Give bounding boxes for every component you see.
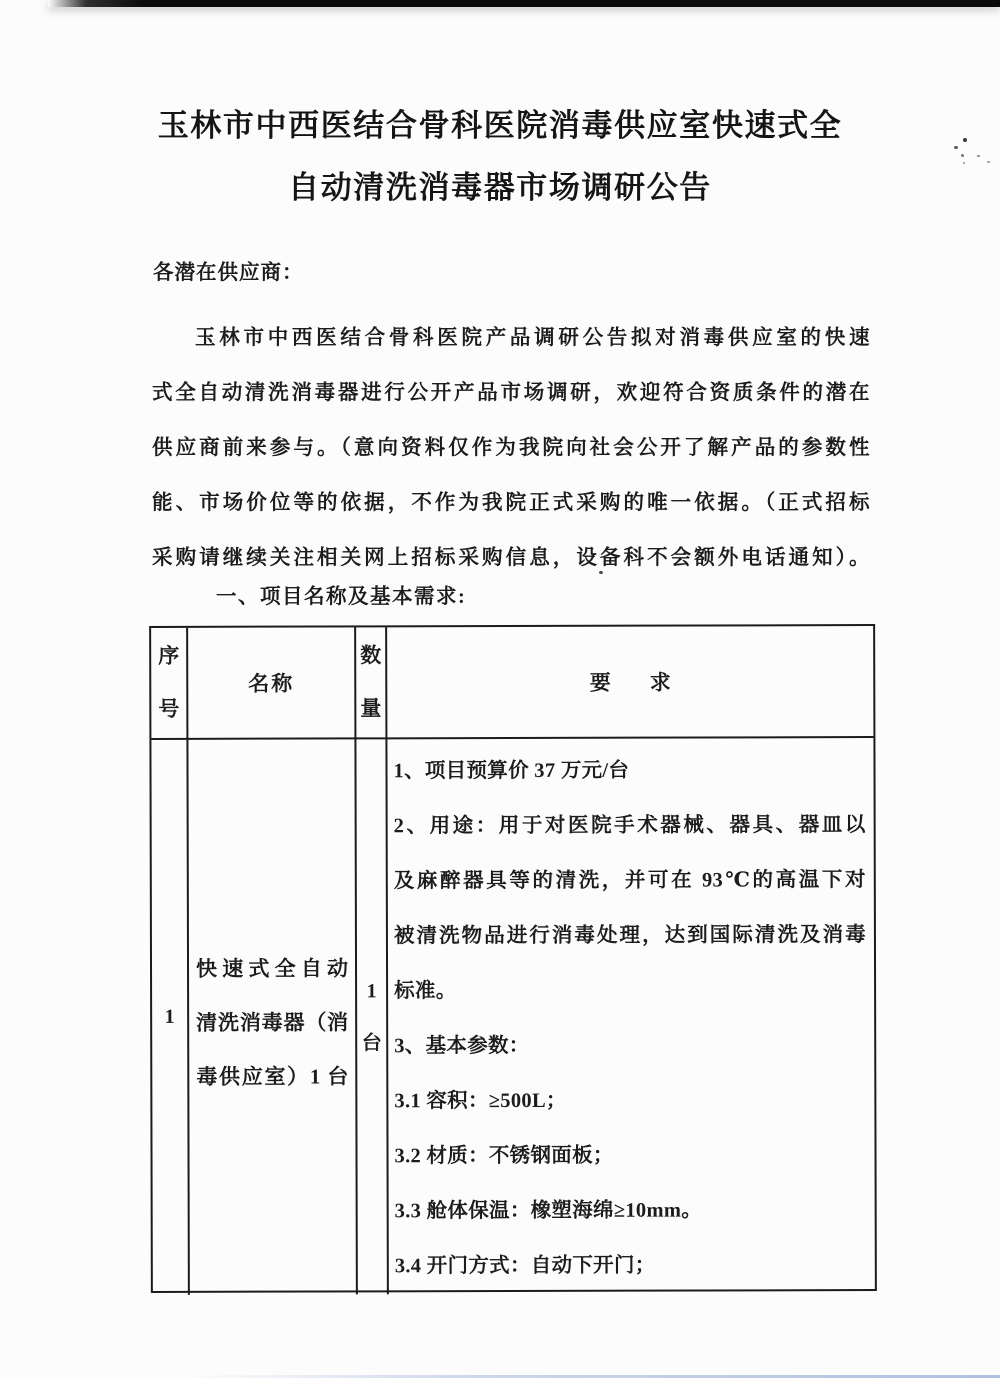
requirement-line: 3.3 舱体保温：橡塑海绵≥10mm。: [394, 1199, 703, 1223]
scan-speck: [963, 138, 967, 142]
paragraph-line: 能、市场价位等的依据，不作为我院正式采购的唯一依据。（正式招标: [152, 492, 870, 514]
salutation: 各潜在供应商：: [153, 262, 304, 284]
requirement-line: 1、项目预算价 37 万元/台: [393, 759, 630, 783]
requirement-line: 及麻醉器具等的清洗，并可在 93℃的高温下对: [393, 869, 866, 893]
paragraph-line: 采购请继续关注相关网上招标采购信息，设备科不会额外电话通知）。: [152, 547, 870, 569]
table-row-seq: [151, 740, 189, 1295]
row-qty-char: 台: [361, 1031, 382, 1054]
scan-speck: [961, 154, 964, 157]
header-seq-char: 号: [158, 696, 180, 721]
table-header-name: [188, 627, 356, 739]
table-header-req: [387, 626, 873, 739]
table-row-qty: [356, 739, 388, 1294]
scan-speck: [987, 161, 990, 163]
paragraph-line: 式全自动清洗消毒器进行公开产品市场调研，欢迎符合资质条件的潜在: [152, 382, 870, 404]
requirement-line: 3、基本参数：: [394, 1034, 530, 1058]
header-name-label: 名称: [248, 671, 295, 696]
requirement-line: 标准。: [394, 980, 457, 1003]
title-line-1: 玉林市中西医结合骨科医院消毒供应室快速式全: [157, 108, 843, 143]
header-qty-char: 量: [360, 696, 382, 721]
row-name-line: 毒供应室）1 台: [196, 1063, 349, 1089]
document-title: [0, 95, 1000, 219]
scan-speck: [977, 155, 980, 157]
requirements-table: [149, 624, 877, 1293]
table-row-requirements: [387, 738, 874, 1294]
requirement-line: 2、用途：用于对医院手术器械、器具、器皿以: [393, 814, 866, 838]
title-line-2: 自动清洗消毒器市场调研公告: [288, 170, 712, 205]
table-row-name: [188, 739, 357, 1294]
scan-speck: [954, 146, 958, 149]
header-seq-char: 序: [158, 643, 180, 668]
row-qty-char: 1: [366, 979, 377, 1002]
paragraph-line: 玉林市中西医结合骨科医院产品调研公告拟对消毒供应室的快速: [195, 327, 870, 349]
requirement-line: 3.4 开门方式：自动下开门；: [394, 1254, 656, 1278]
row-name-line: 快速式全自动: [195, 955, 349, 981]
row-seq-value: 1: [164, 1005, 175, 1028]
header-qty-char: 数: [360, 643, 382, 668]
header-req-label: 要 求: [589, 670, 680, 695]
section-heading: 一、项目名称及基本需求:: [216, 586, 467, 608]
requirement-line: 被清洗物品进行消毒处理，达到国际清洗及消毒: [393, 924, 866, 948]
requirement-line: 3.1 容积：≥500L；: [394, 1089, 567, 1113]
paragraph-line: 供应商前来参与。（意向资料仅作为我院向社会公开了解产品的参数性: [152, 437, 870, 459]
requirement-line: 3.2 材质：不锈钢面板；: [394, 1144, 614, 1168]
scan-speck: [963, 162, 965, 164]
table-header-qty: [356, 627, 387, 739]
row-name-line: 清洗消毒器（消: [196, 1009, 349, 1035]
scan-artifact-top-bar: [48, 0, 1000, 7]
intro-paragraph: [152, 311, 870, 586]
table-header-seq: [151, 628, 188, 740]
